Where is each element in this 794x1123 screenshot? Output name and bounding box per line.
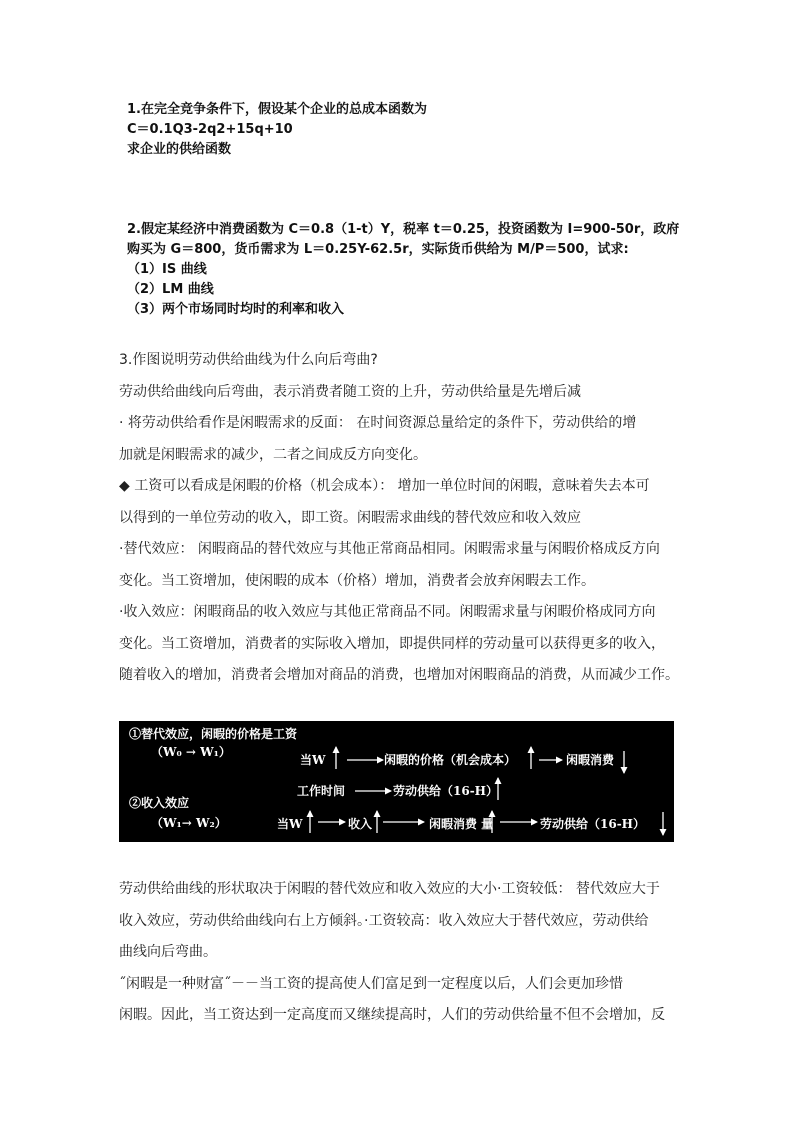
paragraph-line: ·收入效应：闲暇商品的收入效应与其他正常商品不同。闲暇需求量与闲暇价格成同方向 xyxy=(119,604,656,620)
section-3-title: 3.作图说明劳动供给曲线为什么向后弯曲? xyxy=(119,352,378,368)
question-2-line: （1）IS 曲线 xyxy=(127,262,207,277)
paragraph-line: 变化。当工资增加，使闲暇的成本（价格）增加，消费者会放弃闲暇去工作。 xyxy=(119,572,595,589)
question-2-line: （3）两个市场同时均时的利率和收入 xyxy=(127,302,345,317)
section-4 xyxy=(119,874,679,1032)
income-labor-supply-label: 劳动供给（16-H） xyxy=(540,817,646,831)
question-2 xyxy=(127,220,679,320)
paragraph-line: 变化。当工资增加，消费者的实际收入增加，即提供同样的劳动量可以获得更多的收入， xyxy=(119,635,665,652)
income-heading: ②收入效应 xyxy=(129,796,190,810)
substitution-wage-label: 当W xyxy=(300,753,326,767)
income-wage-label: 当W xyxy=(277,817,303,831)
paragraph-line: 劳动供给曲线的形状取决于闲暇的替代效应和收入效应的大小·工资较低： 替代效应大于 xyxy=(119,881,660,897)
question-1-line: C＝0.1Q3-2q2+15q+10 xyxy=(127,122,293,137)
paragraph-line: 随着收入的增加，消费者会增加对商品的消费，也增加对闲暇商品的消费，从而减少工作。 xyxy=(119,667,679,683)
question-2-line: （2）LM 曲线 xyxy=(127,282,214,297)
paragraph-line: 加就是闲暇需求的减少，二者之间成反方向变化。 xyxy=(119,446,427,463)
income-leisure-label: 闲暇消费 量 xyxy=(429,817,494,831)
paragraph-line: · 将劳动供给看作是闲暇需求的反面： 在时间资源总量给定的条件下，劳动供给的增 xyxy=(119,415,637,431)
section-3 xyxy=(119,345,679,692)
labor-supply-label: 劳动供给（16-H） xyxy=(393,784,499,798)
question-1 xyxy=(127,100,427,160)
paragraph-line: ˝闲暇是一种财富˝－－当工资的提高使人们富足到一定程度以后，人们会更加珍惜 xyxy=(119,975,623,992)
income-range: （W₁→ W₂） xyxy=(151,816,227,830)
paragraph-line: 收入效应，劳动供给曲线向右上方倾斜。·工资较高：收入效应大于替代效应，劳动供给 xyxy=(119,912,649,929)
question-1-line: 1.在完全竞争条件下，假设某个企业的总成本函数为 xyxy=(127,102,427,117)
effects-diagram xyxy=(119,721,674,842)
work-time-label: 工作时间 xyxy=(297,784,346,798)
paragraph-line: ◆ 工资可以看成是闲暇的价格（机会成本）： 增加一单位时间的闲暇，意味着失去本可 xyxy=(119,478,650,494)
substitution-heading: ①替代效应，闲暇的价格是工资 xyxy=(129,727,298,741)
question-2-line: 购买为 G＝800，货币需求为 L＝0.25Y-62.5r，实际货币供给为 M/P＝500，试求: xyxy=(127,242,629,257)
question-2-line: 2.假定某经济中消费函数为 C＝0.8（1-t）Y，税率 t＝0.25，投资函数为 I=900-50r，政府 xyxy=(127,222,680,237)
income-label: 收入 xyxy=(348,817,373,831)
paragraph-line: 闲暇。因此，当工资达到一定高度而又继续提高时，人们的劳动供给量不但不会增加，反 xyxy=(119,1007,665,1023)
leisure-consumption-label: 闲暇消费 xyxy=(566,753,615,767)
question-1-line: 求企业的供给函数 xyxy=(127,142,232,157)
substitution-range: （W₀ → W₁） xyxy=(151,745,231,759)
paragraph-line: ·替代效应： 闲暇商品的替代效应与其他正常商品相同。闲暇需求量与闲暇价格成反方向 xyxy=(119,541,660,557)
paragraph-line: 曲线向后弯曲。 xyxy=(119,944,217,960)
paragraph-line: 劳动供给曲线向后弯曲，表示消费者随工资的上升，劳动供给量是先增后减 xyxy=(119,383,581,400)
leisure-price-label: 闲暇的价格（机会成本） xyxy=(384,753,517,767)
paragraph-line: 以得到的一单位劳动的收入，即工资。闲暇需求曲线的替代效应和收入效应 xyxy=(119,509,581,526)
